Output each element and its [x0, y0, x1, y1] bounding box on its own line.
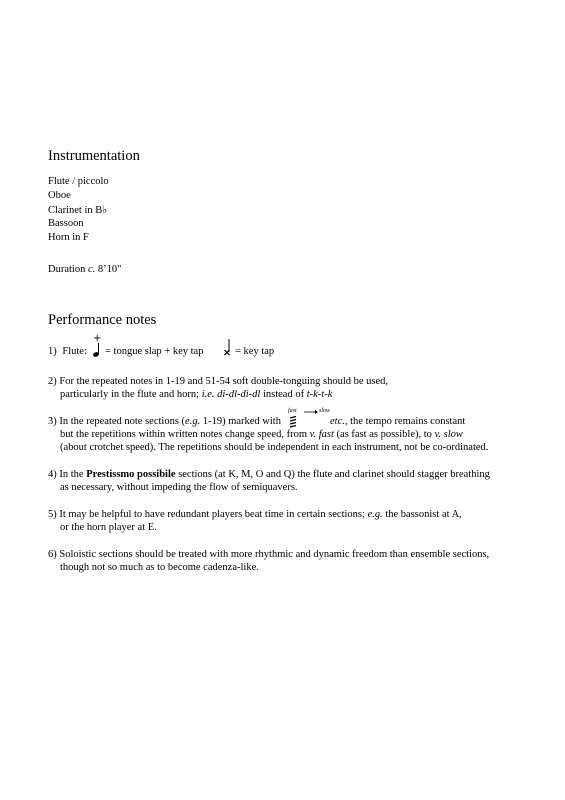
note-4-line-2: as necessary, without impeding the flow of semiquavers. — [60, 482, 298, 493]
note-5-line-1 — [48, 509, 462, 520]
note-4 — [48, 468, 490, 494]
note-6-line-1: 6) Soloistic sections should be treated with more rhythmic and dynamic freedom than ensemble sections, — [48, 549, 490, 560]
duration-label: Duration — [48, 264, 86, 275]
note-1-num: 1) — [48, 346, 57, 357]
note-3-text-a: 3) In the repeated note sections ( — [48, 416, 186, 427]
note-3-line2-b: (as fast as possible), to — [333, 429, 435, 440]
note-4-tempo-marking: Prestissmo possibile — [86, 469, 176, 480]
note-3-line-2 — [48, 428, 488, 441]
instrument-flute-piccolo: Flute / piccolo — [48, 176, 109, 187]
note-3-vfast: v. fast — [309, 429, 334, 440]
instrument-bassoon: Bassoon — [48, 218, 84, 229]
note-5-eg: e.g. — [367, 509, 383, 520]
fast-text: fast — [288, 408, 297, 414]
note-2-example-a: i.e. di-dl-di-dl — [201, 389, 261, 400]
svg-text:+: + — [93, 333, 102, 344]
slow-text: slow — [319, 408, 331, 414]
tongue-slap-description: = tongue slap + key tap — [105, 346, 204, 357]
note-3-continuation — [48, 428, 488, 454]
note-6-line-2: though not so much as to become cadenza-like. — [60, 562, 259, 573]
note-1-number — [48, 345, 87, 358]
note-5-text-a: 5) It may be helpful to have redundant players beat time in certain sections; — [48, 509, 368, 520]
fast-label — [288, 408, 297, 415]
performance-notes-heading: Performance notes — [48, 312, 157, 328]
note-4-line-1 — [48, 469, 490, 480]
duration-value: 8’10" — [97, 264, 122, 275]
note-3-vslow: v. slow — [434, 429, 463, 440]
note-3-line-3: (about crotchet speed). The repetitions should be independent in each instrument, not be co-ordinated. — [60, 442, 489, 453]
note-5-line-2: or the horn player at E. — [60, 522, 157, 533]
note-5 — [48, 508, 462, 534]
tongue-slap-note-icon — [90, 333, 102, 359]
note-4-text-a: 4) In the — [48, 469, 87, 480]
note-3-text-b: 1-19) marked with — [200, 416, 281, 427]
note-3-etc: etc. — [330, 416, 345, 427]
instrumentation-heading: Instrumentation — [48, 148, 140, 164]
duration-line — [48, 264, 121, 275]
note-5-text-b: the bassonist at A, — [382, 509, 462, 520]
note-3-text-c: , the tempo remains constant — [344, 416, 466, 427]
instrument-oboe: Oboe — [48, 190, 71, 201]
note-3-line2-a: but the repetitions within written notes change speed, from — [60, 429, 310, 440]
note-2-text-b: instead of — [260, 389, 307, 400]
note-2 — [48, 375, 388, 401]
note-2-line-1: 2) For the repeated notes in 1-19 and 51-54 soft double-tonguing should be used, — [48, 376, 389, 387]
slow-label — [319, 408, 330, 415]
note-2-example-b: t-k-t-k — [306, 389, 333, 400]
instrument-horn: Horn in F — [48, 232, 89, 243]
note-2-line-2 — [48, 388, 388, 401]
note-3-eg: e.g. — [185, 416, 201, 427]
note-4-text-b: sections (at K, M, O and Q) the flute and clarinet should stagger breathing — [175, 469, 490, 480]
duration-circa: c. — [87, 264, 96, 275]
note-3-line-1-end — [330, 415, 465, 428]
note-3-line-1 — [48, 415, 281, 428]
key-tap-description: = key tap — [235, 346, 275, 357]
note-1-lead: Flute: — [62, 346, 87, 357]
note-2-text-a: particularly in the flute and horn; — [60, 389, 202, 400]
instrument-clarinet: Clarinet in B♭ — [48, 205, 108, 216]
key-tap-note-icon — [221, 338, 233, 358]
note-6 — [48, 548, 489, 574]
